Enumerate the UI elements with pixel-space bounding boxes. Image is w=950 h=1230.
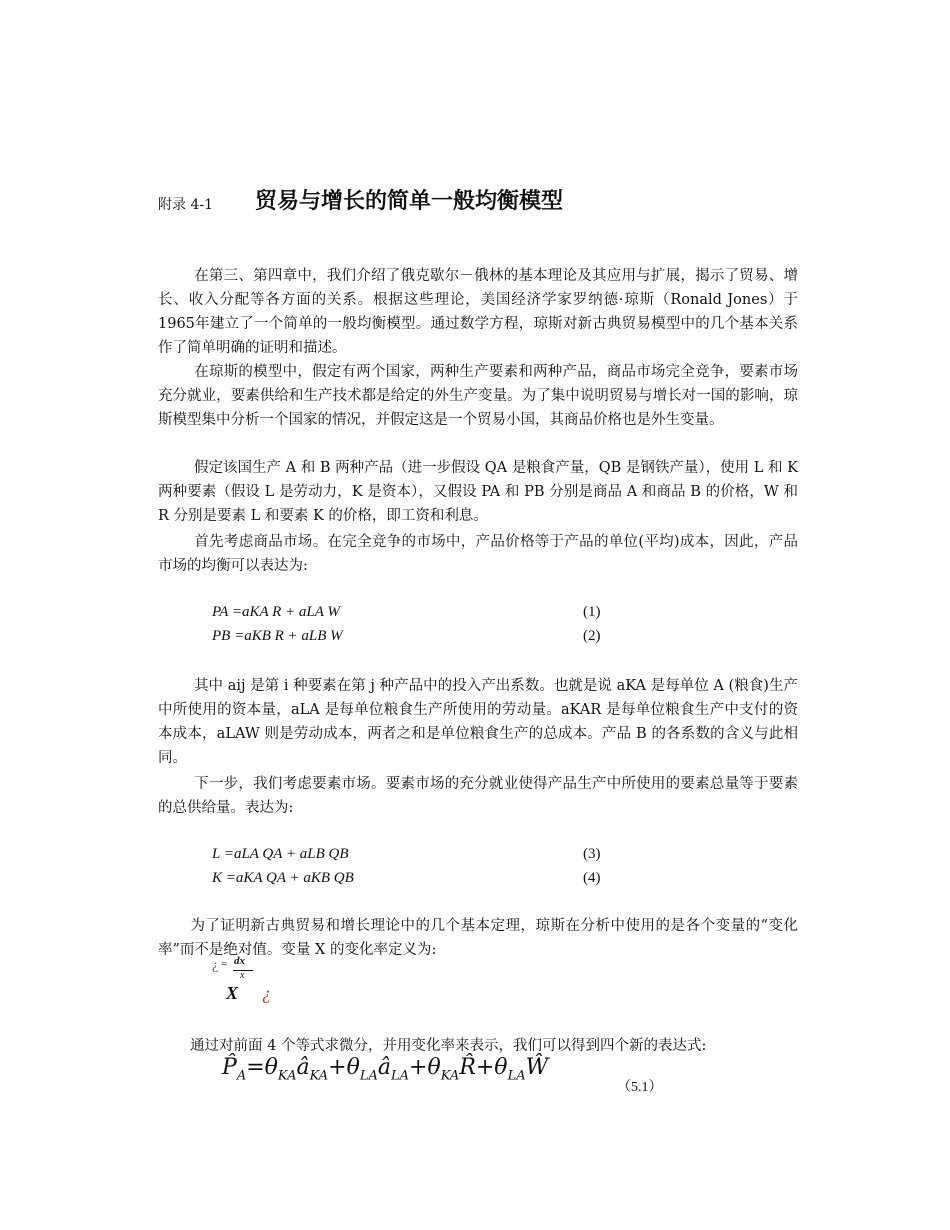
paragraph-text: 在第三、第四章中，我们介绍了俄克歇尔－俄林的基本理论及其应用与扩展，揭示了贸易、增长、收入分配等各方面的关系。根据这些理论，美国经济学家罗纳德·琼斯（Ronald Jones）于1965年建立了一个简单的一般均衡模型。通过数学方程，琼斯对新古典贸易模型中的几个基本关系作了简单明确的证明和描述。	[158, 268, 798, 356]
paragraph-intro	[158, 264, 798, 360]
appendix-heading	[158, 180, 858, 220]
fraction-numerator: dx	[234, 955, 245, 967]
paragraph-factor-market	[158, 772, 798, 820]
paragraph-text: 其中 aij 是第 i 种要素在第 j 种产品中的投入产出系数。也就是说 aKA 是每单位 A (粮食)生产中所使用的资本量，aLA 是每单位粮食生产所使用的劳动量。aKAR 是每单位粮食生产中支付的资本成本，aLAW 则是劳动成本，两者之和是单位粮食生产的总成本。产品 B 的各系数的含义与此相同。	[158, 678, 798, 766]
equation-4-number: (4)	[583, 870, 601, 886]
garbled-glyph: ¿	[212, 958, 219, 973]
equation-1-number: (1)	[583, 604, 601, 620]
paragraph-text: 为了证明新古典贸易和增长理论中的几个基本定理，琼斯在分析中使用的是各个变量的“变化率”而不是绝对值。变量 X 的变化率定义为:	[158, 918, 798, 958]
fraction-denominator: x	[240, 970, 245, 981]
paragraph-rate-of-change	[158, 914, 798, 962]
paragraph-text: 在琼斯的模型中，假定有两个国家，两种生产要素和两种产品，商品市场完全竞争，要素市场充分就业，要素供给和生产技术都是给定的外生产变量。为了集中说明贸易与增长对一国的影响，琼斯模型集中分析一个国家的情况，并假定这是一个贸易小国，其商品价格也是外生变量。	[158, 364, 798, 428]
equation-3: L =aLA QA + aLB QB	[212, 846, 349, 862]
paragraph-goods-market	[158, 530, 798, 578]
variable-x: X	[226, 983, 239, 1003]
appendix-number: 附录 4-1	[158, 197, 213, 213]
paragraph-text: 假定该国生产 A 和 B 两种产品（进一步假设 QA 是粮食产量，QB 是钢铁产量），使用 L 和 K 两种要素（假设 L 是劳动力，K 是资本），又假设 PA 和 PB 分别是商品 A 和商品 B 的价格，W 和 R 分别是要素 L 和要素 K 的价格，即工资和利息。	[158, 460, 798, 524]
paragraph-text: 首先考虑商品市场。在完全竞争的市场中，产品价格等于产品的单位(平均)成本，因此，产品市场的均衡可以表达为:	[158, 534, 798, 574]
paragraph-text: 通过对前面 4 个等式求微分，并用变化率来表示，我们可以得到四个新的表达式:	[190, 1038, 707, 1054]
equation-5-1: $P̂_A=\theta_{KA}â_{KA}+\theta_{LA}â_{LA}+\theta_{KA}R̂+\theta_{LA}Ŵ$	[222, 1055, 549, 1084]
paragraph-model-assumptions	[158, 360, 798, 432]
equation-1: PA =aKA R + aLA W	[212, 604, 340, 620]
equation-5-1-number: （5.1）	[617, 1080, 663, 1095]
equation-3-number: (3)	[583, 846, 601, 862]
paragraph-notation	[158, 456, 798, 528]
equation-4: K =aKA QA + aKB QB	[212, 870, 354, 886]
equation-2: PB =aKB R + aLB W	[212, 628, 343, 644]
garbled-glyph: ¿	[262, 983, 271, 1003]
appendix-title: 贸易与增长的简单一般均衡模型	[255, 189, 564, 214]
equation-2-number: (2)	[583, 628, 601, 644]
equals-sign: =	[221, 958, 228, 970]
paragraph-text: 下一步，我们考虑要素市场。要素市场的充分就业使得产品生产中所使用的要素总量等于要素的总供给量。表达为:	[158, 776, 798, 816]
paragraph-coefficients	[158, 674, 798, 770]
